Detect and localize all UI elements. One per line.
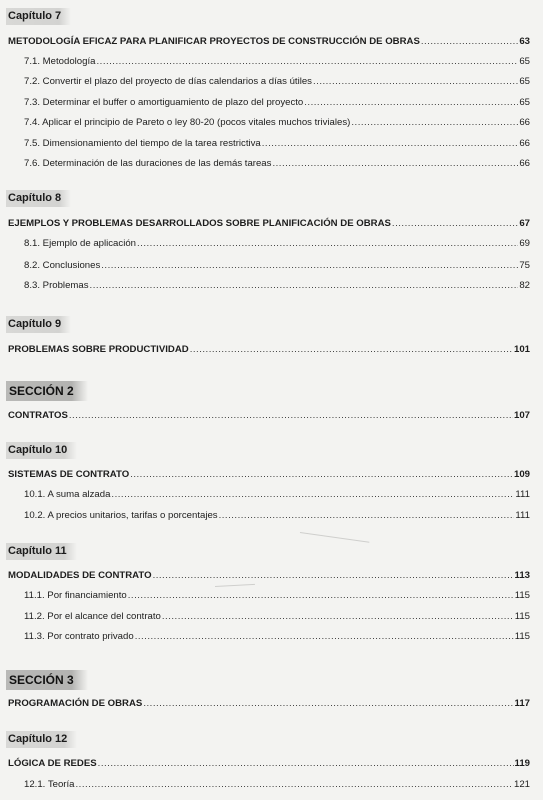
leader-dots	[153, 569, 514, 583]
chapter-10-label: Capítulo 10	[6, 442, 77, 459]
chapter-8-entry[interactable]	[8, 217, 530, 231]
toc-item-page: 115	[514, 631, 530, 642]
leader-dots	[101, 259, 518, 273]
toc-item-12-1[interactable]	[24, 778, 530, 792]
toc-item-text: 10.1. A suma alzada	[24, 489, 111, 500]
section-3-page: 117	[514, 698, 530, 709]
leader-dots	[135, 630, 514, 644]
chapter-8-page: 67	[519, 218, 530, 229]
leader-dots	[421, 35, 518, 49]
leader-dots	[262, 137, 519, 151]
chapter-11-label: Capítulo 11	[6, 543, 77, 560]
leader-dots	[69, 409, 513, 423]
toc-item-page: 65	[519, 76, 530, 87]
leader-dots	[128, 589, 514, 603]
toc-item-8-2[interactable]	[24, 259, 530, 273]
section-2-title: CONTRATOS	[8, 410, 68, 421]
toc-item-7-4[interactable]	[24, 116, 530, 130]
toc-item-page: 66	[519, 138, 530, 149]
toc-item-text: 11.3. Por contrato privado	[24, 631, 134, 642]
leader-dots	[98, 757, 514, 771]
leader-dots	[392, 217, 518, 231]
leader-dots	[76, 778, 513, 792]
leader-dots	[304, 96, 518, 110]
toc-item-page: 121	[513, 779, 530, 790]
leader-dots	[130, 468, 513, 482]
toc-item-10-1[interactable]	[24, 488, 530, 502]
toc-item-7-2[interactable]	[24, 75, 530, 89]
toc-item-page: 115	[514, 611, 530, 622]
toc-item-page: 115	[514, 590, 530, 601]
toc-item-page: 75	[519, 260, 530, 271]
chapter-12-title: LÓGICA DE REDES	[8, 758, 97, 769]
leader-dots	[313, 75, 518, 89]
toc-item-text: 7.1. Metodología	[24, 56, 96, 67]
toc-item-text: 7.3. Determinar el buffer o amortiguamiento de plazo del proyecto	[24, 97, 304, 108]
toc-item-text: 7.5. Dimensionamiento del tiempo de la tarea restrictiva	[24, 138, 261, 149]
chapter-10-entry[interactable]	[8, 468, 530, 482]
chapter-7-label: Capítulo 7	[6, 8, 71, 25]
scan-streak	[215, 584, 255, 587]
toc-item-11-2[interactable]	[24, 610, 530, 624]
section-3-title: PROGRAMACIÓN DE OBRAS	[8, 698, 143, 709]
toc-item-11-3[interactable]	[24, 630, 530, 644]
chapter-12-label: Capítulo 12	[6, 731, 77, 748]
toc-item-text: 10.2. A precios unitarios, tarifas o porcentajes	[24, 510, 218, 521]
toc-item-10-2[interactable]	[24, 509, 530, 523]
toc-item-page: 66	[519, 158, 530, 169]
toc-item-text: 11.2. Por el alcance del contrato	[24, 611, 161, 622]
toc-item-text: 11.1. Por financiamiento	[24, 590, 127, 601]
chapter-7-entry[interactable]	[8, 35, 530, 49]
leader-dots	[272, 157, 518, 171]
scan-streak	[300, 532, 369, 543]
chapter-11-entry[interactable]	[8, 569, 530, 583]
chapter-9-label: Capítulo 9	[6, 316, 71, 333]
leader-dots	[351, 116, 518, 130]
toc-item-page: 65	[519, 97, 530, 108]
toc-item-text: 8.1. Ejemplo de aplicación	[24, 238, 136, 249]
chapter-11-title: MODALIDADES DE CONTRATO	[8, 570, 152, 581]
section-2-entry[interactable]	[8, 409, 530, 423]
toc-item-7-6[interactable]	[24, 157, 530, 171]
toc-item-text: 7.4. Aplicar el principio de Pareto o ley 80-20 (pocos vitales muchos triviales)	[24, 117, 351, 128]
chapter-8-label: Capítulo 8	[6, 190, 71, 207]
chapter-9-title: PROBLEMAS SOBRE PRODUCTIVIDAD	[8, 344, 189, 355]
chapter-9-page: 101	[513, 344, 530, 355]
leader-dots	[111, 488, 514, 502]
chapter-9-entry[interactable]	[8, 343, 530, 357]
toc-item-page: 65	[519, 56, 530, 67]
chapter-10-title: SISTEMAS DE CONTRATO	[8, 469, 130, 480]
toc-item-text: 12.1. Teoría	[24, 779, 75, 790]
chapter-10-page: 109	[513, 469, 530, 480]
toc-item-7-1[interactable]	[24, 55, 530, 69]
toc-item-text: 8.2. Conclusiones	[24, 260, 101, 271]
section-3-label: SECCIÓN 3	[6, 670, 88, 690]
toc-item-11-1[interactable]	[24, 589, 530, 603]
toc-item-7-3[interactable]	[24, 96, 530, 110]
toc-item-page: 66	[519, 117, 530, 128]
toc-item-page: 111	[515, 489, 530, 500]
toc-item-text: 7.6. Determinación de las duraciones de las demás tareas	[24, 158, 272, 169]
chapter-8-title: EJEMPLOS Y PROBLEMAS DESARROLLADOS SOBRE PLANIFICACIÓN DE OBRAS	[8, 218, 391, 229]
toc-item-text: 8.3. Problemas	[24, 280, 89, 291]
chapter-11-page: 113	[514, 570, 530, 581]
toc-item-text: 7.2. Convertir el plazo del proyecto de días calendarios a días útiles	[24, 76, 312, 87]
toc-item-7-5[interactable]	[24, 137, 530, 151]
leader-dots	[162, 610, 514, 624]
toc-item-8-1[interactable]	[24, 237, 530, 251]
leader-dots	[96, 55, 518, 69]
toc-item-8-3[interactable]	[24, 279, 530, 293]
chapter-12-entry[interactable]	[8, 757, 530, 771]
leader-dots	[143, 697, 513, 711]
leader-dots	[90, 279, 519, 293]
section-2-page: 107	[513, 410, 530, 421]
leader-dots	[219, 509, 515, 523]
chapter-12-page: 119	[514, 758, 530, 769]
toc-item-page: 111	[515, 510, 530, 521]
leader-dots	[137, 237, 518, 251]
toc-item-page: 82	[519, 280, 530, 291]
chapter-7-title: METODOLOGÍA EFICAZ PARA PLANIFICAR PROYECTOS DE CONSTRUCCIÓN DE OBRAS	[8, 36, 420, 47]
leader-dots	[190, 343, 513, 357]
section-2-label: SECCIÓN 2	[6, 381, 88, 401]
chapter-7-page: 63	[519, 36, 530, 47]
section-3-entry[interactable]	[8, 697, 530, 711]
toc-item-page: 69	[519, 238, 530, 249]
